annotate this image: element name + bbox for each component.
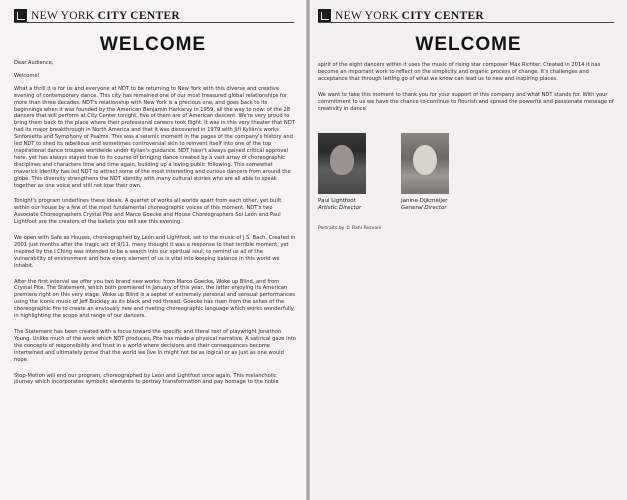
paragraph: Stop-Motion will end our program, choreographed by León and Lightfoot once again. This melancholic journey which incorporates symbolic elements to portray transformation and pay homage to the noble	[14, 372, 279, 386]
brand-name: NEW YORK CITY CENTER	[31, 9, 181, 22]
person-title: Artistic Director	[318, 205, 362, 212]
page-title: WELCOME	[99, 34, 207, 55]
brand-name: NEW YORK CITY CENTER	[335, 9, 485, 22]
person-name: Janine Dijkmeijer	[401, 198, 448, 204]
paragraph: We want to take this moment to thank you for your support of this company and what NDT stands for. With your commitment to us we have the chance to continue to flourish and spread the powerful and passionate message of creativity in dance.	[318, 91, 614, 112]
portrait-caption	[401, 198, 448, 212]
brand-header	[318, 9, 484, 22]
paragraph: What a thrill it is for us and everyone at NDT to be returning to New York with this diverse and creative evening of contemporary dance. This city has remained one of our most treasured global relationships for more than three decades. NDT's relationship with New York is a precious one, and goes back to its beginnings when it was founded by the American Benjamin Harkarvy in 1959, all the way to now: of the 28 dancers that will perform at City Center tonight, five of them are of American descent. We're very proud to bring them back to the place where their professional careers took flight. It was in this very theater that NDT had its major breakthrough in North America and that it was discovered in 1979 with Jiří Kylián's works Sinfonietta and Symphony of Psalms. This was a seismic moment in the pages of the company's history and led NDT to shed its rebellious and sometimes controversial skin to reinvent itself into one of the top inspirational dance troupes worldwide under Kylián's guidance. NDT hasn't always gained critical approval here, yet has always stayed true to its course of bringing dance created by a vast array of choreographic disciplines and characters time and time again, building up a loving public following. This somewhat maverick identity has led NDT to attract some of the most interesting and curious dancers from around the globe. This diversity strengthens the NDT identity with many cultural stories who are all able to speak together as one voice and still not lose their own.	[14, 85, 295, 189]
person-name: Paul Lightfoot	[318, 198, 356, 204]
left-page	[0, 0, 306, 500]
greeting: Welcome!	[14, 72, 40, 79]
letter-body	[14, 60, 296, 392]
header-divider	[318, 22, 614, 23]
portraits	[318, 133, 468, 223]
city-center-logo-icon	[318, 9, 331, 22]
paragraph: After the first interval we offer you two brand new works: from Marco Goecke, Woke up Blind, and from Crystal Pite, The Statement, which both premiered in January of this year, the latter enjoying its American premiere right on this very stage. Woke up Blind is a septet of extremely personal and sensual performances using the iconic music of Jeff Buckley as its black and red thread. Goecke has risen from the ashes of the choreographic fire to create an enviously new and riveting choreographic language which works wonderfully in highlighting the scope and range of our dancers.	[14, 278, 295, 320]
brand-header	[14, 9, 180, 22]
right-page	[310, 0, 627, 500]
paragraph: The Statement has been created with a focus toward the specific and literal text of playwright Jonathon Young. Unlike much of the work which NDT produces, Pite has made a physical narrative. A satirical gaze into the concepts of responsibility and trust in a world where decisions and their consequences become intertwined and ultimately prove that the world we live in might not be as logical or as just as one would hope.	[14, 329, 296, 363]
person-title: General Director	[401, 205, 447, 212]
paragraph: We open with Safe as Houses, choreographed by León and Lightfoot, set to the music of J.S. Bach. Created in 2001 just months after the tragic act of 9/11, many thought it was a response to that terrible moment, yet inspired by the I Ching was intended to be a search into our spiritual soul; to remind us all of the vulnerability of environment and how every element of us is vital into keeping balance in this world we inhabit.	[14, 235, 296, 269]
salutation: Dear Audience,	[14, 60, 54, 66]
paragraph: Tonight's program underlines these ideals. A quartet of works all worlds apart from each other, yet built within our house by a few of the most fundamental choreographic voices of this moment. NDT's two Associate Choreographers Crystal Pite and Marco Goecke and House Choreographers Sol León and Paul Lightfoot are the creators of the ballets you will see this evening.	[14, 198, 282, 226]
portrait-photo	[318, 133, 366, 194]
city-center-logo-icon	[14, 9, 27, 22]
portrait-photo	[401, 133, 449, 194]
paragraph: spirit of the eight dancers within it uses the music of rising star composer Max Richter. Created in 2014 it has become an important work to reflect on the simplicity and organic process of change. It's challenges and acceptance that through letting go of what we know can lead us to new and inspiring places.	[318, 62, 601, 82]
photo-credit: Portraits by © Rahi Rezvani	[318, 226, 382, 231]
page-title: WELCOME	[415, 34, 522, 55]
header-divider	[14, 22, 294, 23]
letter-body	[318, 62, 618, 118]
portrait-caption	[318, 198, 361, 212]
